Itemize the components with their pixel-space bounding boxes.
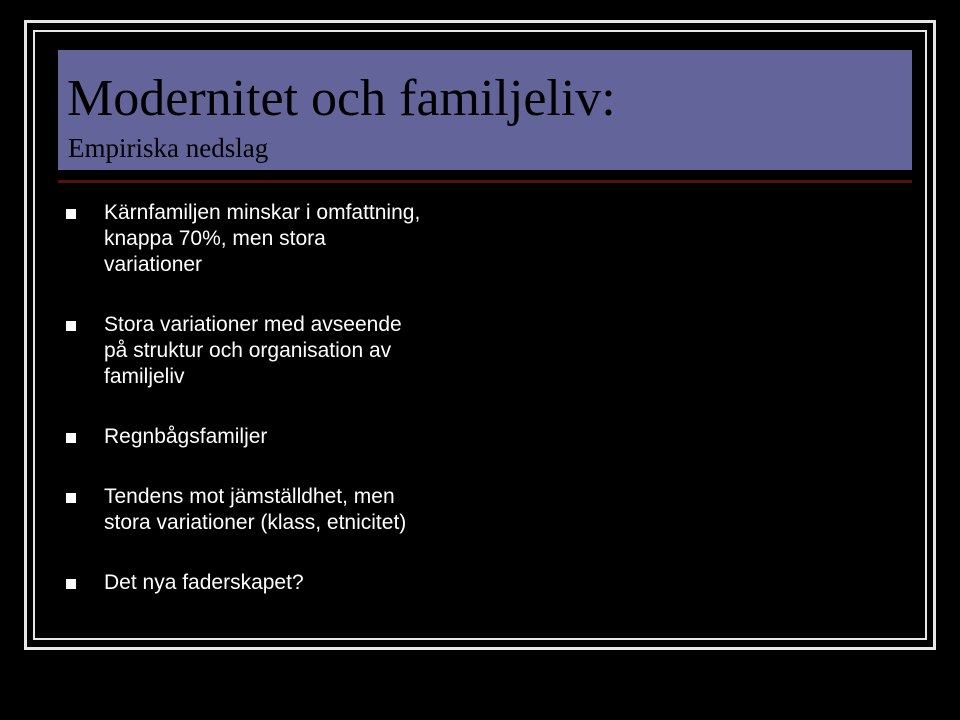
bullet-item bbox=[66, 570, 626, 596]
bullet-text: Kärnfamiljen minskar i omfattning, knappa 70%, men stora variationer bbox=[104, 201, 421, 276]
bullet-list bbox=[66, 200, 626, 630]
bullet-item bbox=[66, 484, 626, 536]
square-bullet-icon bbox=[66, 433, 76, 443]
bullet-text: Tendens mot jämställdhet, men stora variationer (klass, etnicitet) bbox=[104, 485, 407, 534]
bullet-item bbox=[66, 424, 626, 450]
slide-subtitle: Empiriska nedslag bbox=[68, 133, 269, 163]
square-bullet-icon bbox=[66, 209, 76, 219]
title-divider bbox=[58, 180, 912, 183]
slide-title: Modernitet och familjeliv: bbox=[67, 70, 616, 127]
bullet-text: Det nya faderskapet? bbox=[104, 571, 304, 594]
square-bullet-icon bbox=[66, 493, 76, 503]
square-bullet-icon bbox=[66, 321, 76, 331]
bullet-item bbox=[66, 200, 626, 278]
bullet-item bbox=[66, 312, 626, 390]
square-bullet-icon bbox=[66, 579, 76, 589]
bullet-text: Stora variationer med avseende på struktur och organisation av familjeliv bbox=[104, 313, 402, 388]
bullet-text: Regnbågsfamiljer bbox=[104, 425, 268, 448]
